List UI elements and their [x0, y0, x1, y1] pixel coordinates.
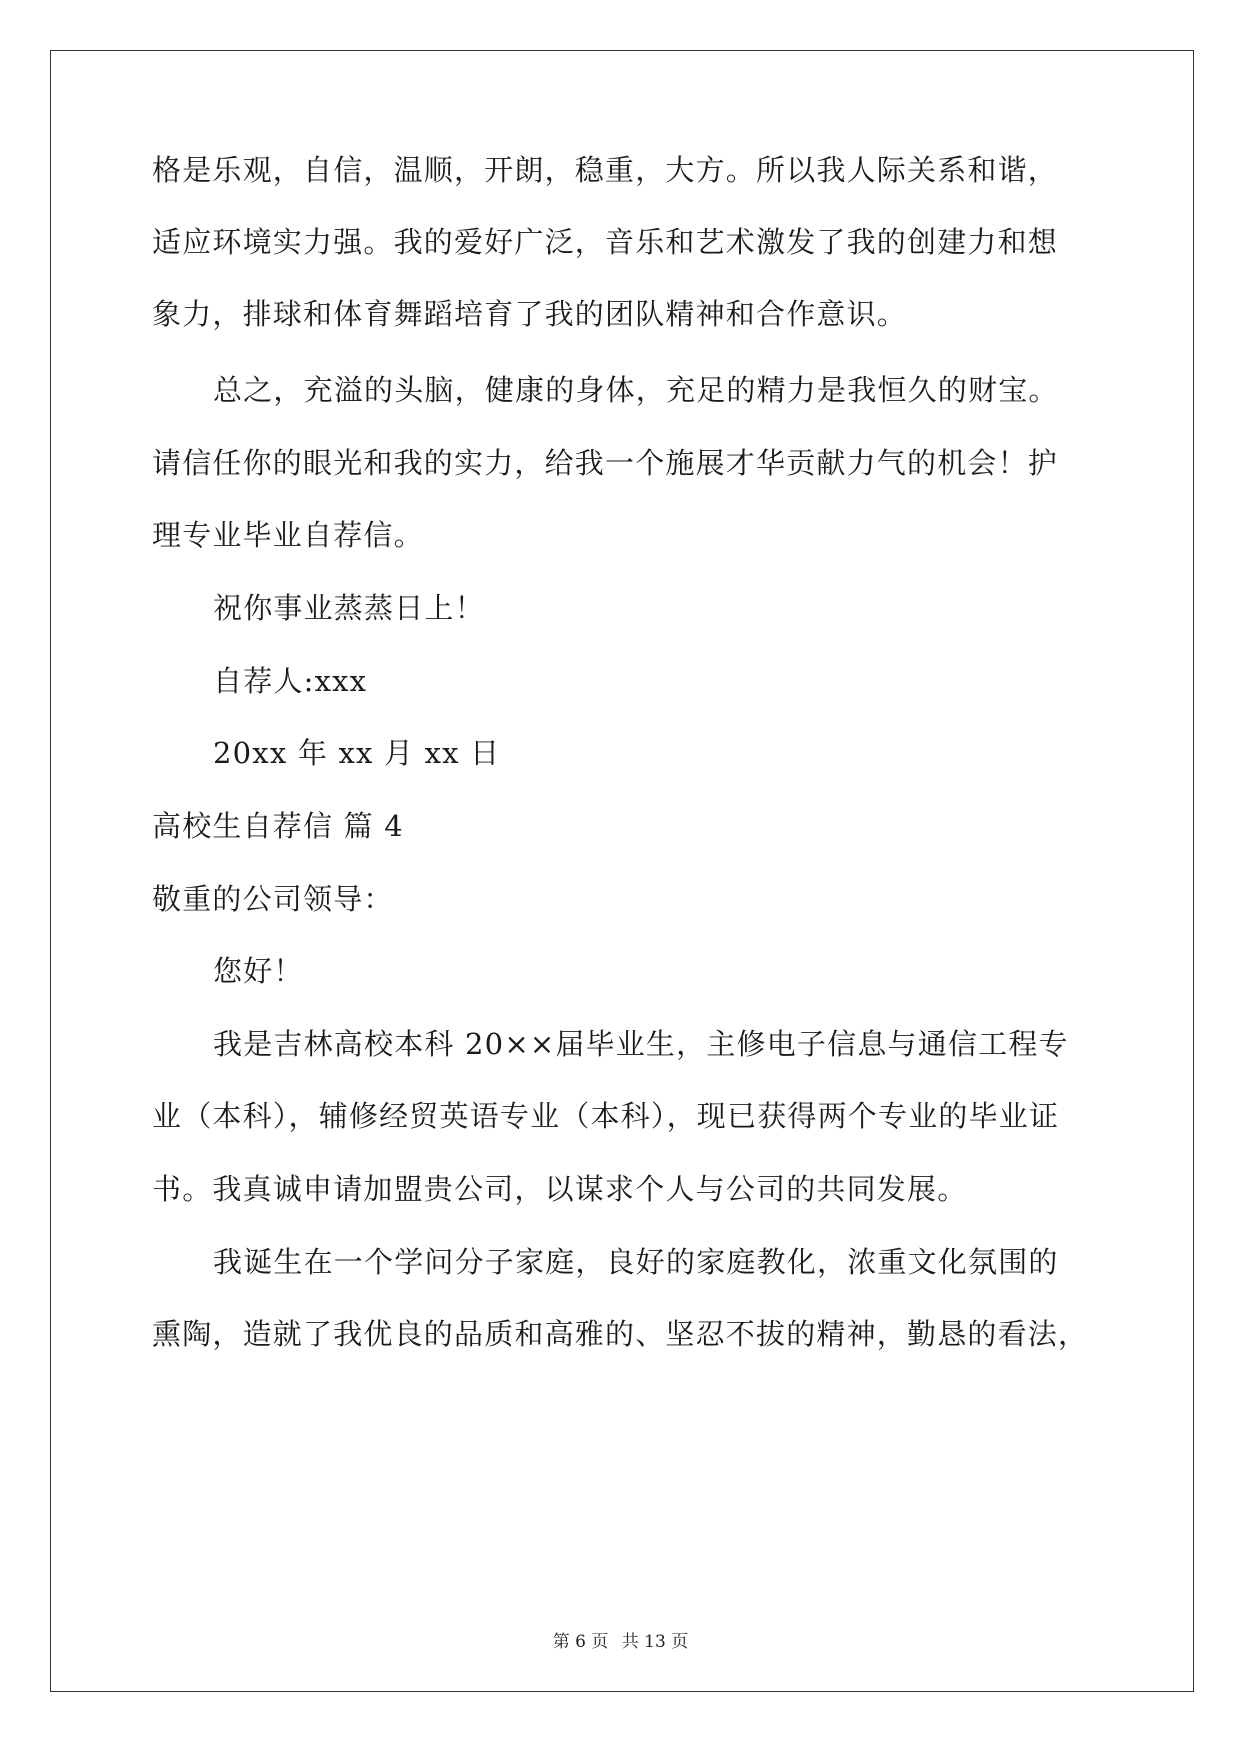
date-line: 20xx 年 xx 月 xx 日 — [213, 736, 501, 770]
page-number: 第 6 页 — [552, 1632, 609, 1652]
signature-line: 自荐人:xxx — [213, 664, 368, 698]
paragraph-line: 书。我真诚申请加盟贵公司，以谋求个人与公司的共同发展。 — [152, 1172, 968, 1206]
page-footer — [0, 1632, 1241, 1652]
paragraph-line: 理专业毕业自荐信。 — [152, 518, 424, 552]
paragraph-line: 总之，充溢的头脑，健康的身体，充足的精力是我恒久的财宝。 — [213, 373, 1059, 407]
closing-wish: 祝你事业蒸蒸日上！ — [213, 591, 485, 625]
paragraph-line: 业（本科），辅修经贸英语专业（本科），现已获得两个专业的毕业证 — [152, 1099, 1060, 1133]
salutation: 敬重的公司领导： — [152, 882, 394, 916]
paragraph-line: 熏陶，造就了我优良的品质和高雅的、坚忍不拔的精神，勤恳的看法， — [152, 1317, 1089, 1351]
page-total: 共 13 页 — [621, 1632, 689, 1652]
paragraph-line: 请信任你的眼光和我的实力，给我一个施展才华贡献力气的机会！护 — [152, 446, 1059, 480]
greeting: 您好！ — [213, 954, 304, 988]
paragraph-line: 我是吉林高校本科 20××届毕业生，主修电子信息与通信工程专 — [213, 1027, 1069, 1061]
paragraph-line: 象力，排球和体育舞蹈培育了我的团队精神和合作意识。 — [152, 297, 908, 331]
section-heading: 高校生自荐信 篇 4 — [152, 809, 404, 843]
paragraph-line: 格是乐观，自信，温顺，开朗，稳重，大方。所以我人际关系和谐， — [152, 153, 1059, 187]
paragraph-line: 我诞生在一个学问分子家庭，良好的家庭教化，浓重文化氛围的 — [213, 1245, 1059, 1279]
paragraph-line: 适应环境实力强。我的爱好广泛，音乐和艺术激发了我的创建力和想 — [152, 225, 1059, 259]
